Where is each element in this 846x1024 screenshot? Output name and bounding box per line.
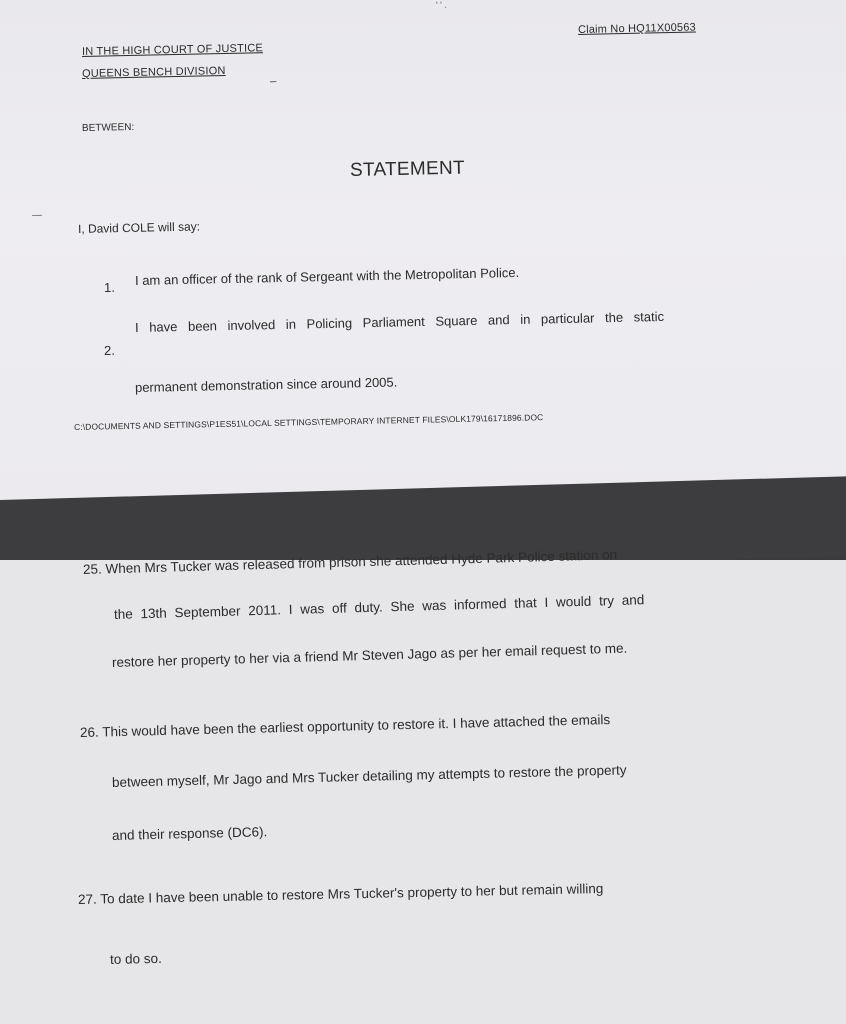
paragraph-line: and their response (DC6). [111, 824, 268, 843]
paragraph-line: between myself, Mr Jago and Mrs Tucker detailing my attempts to restore the property [111, 762, 627, 790]
paragraph-line: I am an officer of the rank of Sergeant with the Metropolitan Police. [134, 264, 520, 288]
statement-intro: I, David COLE will say: [77, 219, 201, 236]
paragraph-line: permanent demonstration since around 2005. [134, 374, 398, 395]
paragraph-text: To date I have been unable to restore Mrs Tucker's property to her but remain willing [100, 880, 604, 907]
court-dash: _ [269, 70, 277, 83]
court-name: IN THE HIGH COURT OF JUSTICE [81, 42, 264, 58]
court-division: QUEENS BENCH DIVISION [81, 64, 226, 80]
paragraph-number: 26. [79, 724, 99, 740]
file-path-footer: C:\DOCUMENTS AND SETTINGS\P1ES51\LOCAL SETTINGS\TEMPORARY INTERNET FILES\OLK179\16171896.DOC [73, 412, 544, 432]
paragraph-line: to do so. [109, 950, 162, 967]
margin-mark: — [31, 209, 43, 221]
paragraph-number: 27. [77, 891, 97, 907]
paragraph-number: 1. [103, 279, 115, 295]
paragraph-text: When Mrs Tucker was released from prison she attended Hyde Park Police station on [105, 547, 618, 577]
paragraph-line: I have been involved in Policing Parliament Square and in particular the static [134, 308, 665, 335]
paragraph-line: restore her property to her via a friend Mr Steven Jago as per her email request to me. [111, 640, 628, 670]
paragraph-number: 2. [103, 342, 115, 358]
paragraph-number: 25. [82, 561, 102, 577]
statement-title: STATEMENT [349, 157, 466, 181]
top-edge-mark: ' ' . [435, 0, 448, 10]
paragraph-text: This would have been the earliest opportunity to restore it. I have attached the emails [102, 712, 611, 740]
claim-number: Claim No HQ11X00563 [577, 21, 697, 36]
between-label: BETWEEN: [81, 121, 135, 134]
paragraph-line: the 13th September 2011. I was off duty. She was informed that I would try and [113, 592, 645, 622]
